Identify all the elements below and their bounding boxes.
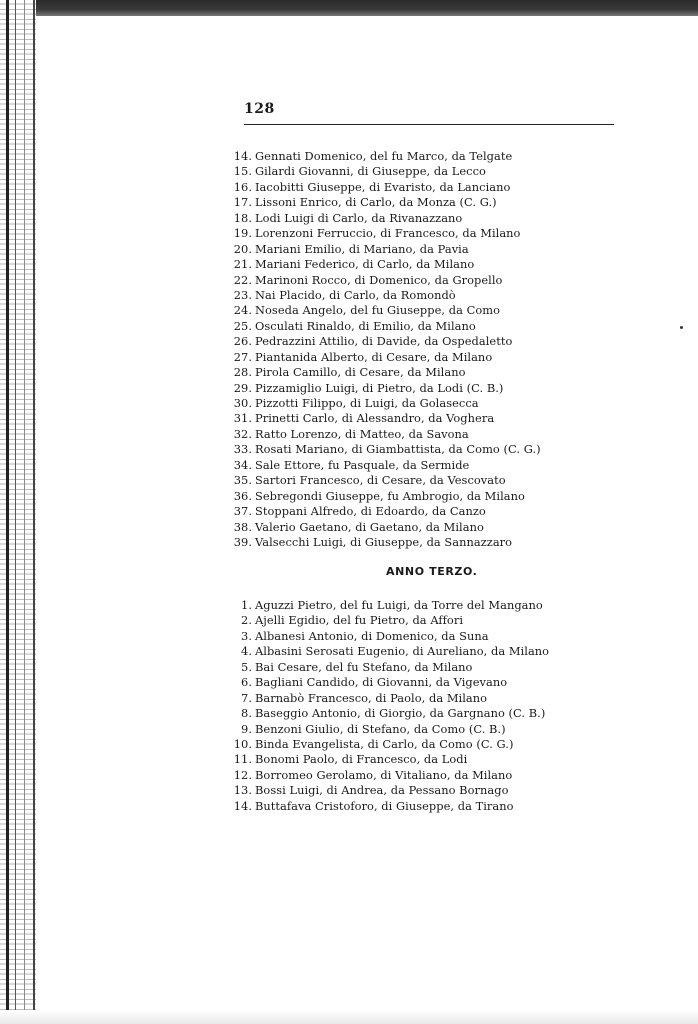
item-number: 25.	[233, 318, 252, 333]
list-item	[216, 598, 596, 613]
item-number: 15.	[233, 164, 252, 179]
item-number: 39.	[233, 534, 252, 549]
item-number: 12.	[233, 767, 252, 782]
list-item	[216, 303, 596, 318]
page-number: 128	[244, 101, 275, 117]
item-text: Valsecchi Luigi, di Giuseppe, da Sannazzaro	[255, 534, 513, 549]
item-number: 36.	[233, 488, 252, 503]
list-item	[216, 691, 596, 706]
item-number: 7.	[241, 690, 252, 705]
item-text: Barnabò Francesco, di Paolo, da Milano	[255, 690, 488, 705]
item-number: 13.	[233, 783, 252, 798]
list-item	[216, 613, 596, 628]
list-item	[216, 273, 596, 288]
list-item	[216, 365, 596, 380]
item-number: 3.	[241, 628, 252, 643]
item-text: Rosati Mariano, di Giambattista, da Como (C. G.)	[255, 442, 541, 457]
list-item	[216, 149, 596, 164]
scan-speck	[680, 326, 683, 329]
item-number: 33.	[233, 442, 252, 457]
list-item	[216, 520, 596, 535]
list-item	[216, 442, 596, 457]
list-item	[216, 752, 596, 767]
item-text: Valerio Gaetano, di Gaetano, da Milano	[255, 519, 484, 534]
list-item	[216, 473, 596, 488]
item-number: 28.	[233, 365, 252, 380]
item-number: 9.	[241, 721, 252, 736]
list-item	[216, 288, 596, 303]
item-text: Ajelli Egidio, del fu Pietro, da Affori	[255, 613, 464, 628]
item-text: Noseda Angelo, del fu Giuseppe, da Como	[255, 303, 501, 318]
list-item	[216, 257, 596, 272]
list-item	[216, 381, 596, 396]
item-text: Pedrazzini Attilio, di Davide, da Ospedaletto	[255, 334, 513, 349]
book-binding	[0, 0, 36, 1024]
item-number: 22.	[233, 272, 252, 287]
item-number: 38.	[233, 519, 252, 534]
item-number: 2.	[241, 613, 252, 628]
item-text: Osculati Rinaldo, di Emilio, da Milano	[255, 318, 476, 333]
item-text: Bagliani Candido, di Giovanni, da Vigevano	[255, 675, 508, 690]
list-item	[216, 427, 596, 442]
item-text: Benzoni Giulio, di Stefano, da Como (C. B.)	[255, 721, 506, 736]
item-number: 35.	[233, 473, 252, 488]
student-list-anno-terzo	[216, 598, 596, 814]
item-number: 21.	[233, 257, 252, 272]
item-text: Gilardi Giovanni, di Giuseppe, da Lecco	[255, 164, 486, 179]
binding-line	[6, 0, 9, 1024]
student-list-previous-year	[216, 149, 596, 550]
list-item	[216, 629, 596, 644]
scan-top-edge	[0, 0, 698, 16]
item-number: 5.	[241, 659, 252, 674]
item-number: 26.	[233, 334, 252, 349]
item-text: Binda Evangelista, di Carlo, da Como (C. G.)	[255, 736, 514, 751]
list-item	[216, 180, 596, 195]
item-number: 31.	[233, 411, 252, 426]
scan-bottom-edge	[0, 1010, 698, 1024]
list-item	[216, 722, 596, 737]
item-number: 6.	[241, 675, 252, 690]
list-item	[216, 411, 596, 426]
list-item	[216, 350, 596, 365]
item-number: 20.	[233, 241, 252, 256]
item-text: Pizzotti Filippo, di Luigi, da Golasecca	[255, 396, 479, 410]
item-number: 8.	[241, 706, 252, 721]
list-item	[216, 164, 596, 179]
item-text: Pizzamiglio Luigi, di Pietro, da Lodi (C. B.)	[255, 380, 504, 395]
binding-line	[15, 0, 16, 1024]
item-text: Stoppani Alfredo, di Edoardo, da Canzo	[255, 504, 486, 519]
list-item	[216, 334, 596, 349]
item-number: 18.	[233, 210, 252, 225]
item-text: Albanesi Antonio, di Domenico, da Suna	[255, 628, 489, 643]
item-number: 11.	[233, 752, 252, 767]
item-text: Lorenzoni Ferruccio, di Francesco, da Milano	[255, 226, 521, 241]
item-text: Sartori Francesco, di Cesare, da Vescovato	[255, 473, 506, 488]
list-item	[216, 489, 596, 504]
item-number: 10.	[233, 736, 252, 751]
item-text: Sale Ettore, fu Pasquale, da Sermide	[255, 457, 470, 472]
item-number: 16.	[233, 179, 252, 194]
list-item	[216, 675, 596, 690]
list-item	[216, 799, 596, 814]
item-text: Lodi Luigi di Carlo, da Rivanazzano	[255, 210, 463, 225]
item-number: 19.	[233, 226, 252, 241]
item-number: 34.	[233, 457, 252, 472]
item-number: 23.	[233, 287, 252, 302]
list-item	[216, 660, 596, 675]
item-number: 17.	[233, 195, 252, 210]
list-item	[216, 226, 596, 241]
item-number: 14.	[233, 149, 252, 163]
list-item	[216, 319, 596, 334]
item-text: Prinetti Carlo, di Alessandro, da Voghera	[255, 411, 495, 426]
item-number: 29.	[233, 380, 252, 395]
item-text: Ratto Lorenzo, di Matteo, da Savona	[255, 426, 469, 441]
list-item	[216, 195, 596, 210]
binding-line	[33, 0, 35, 1024]
item-text: Iacobitti Giuseppe, di Evaristo, da Lanciano	[255, 179, 511, 194]
item-number: 4.	[241, 644, 252, 659]
item-text: Mariani Federico, di Carlo, da Milano	[255, 257, 475, 272]
list-item	[216, 737, 596, 752]
list-item	[216, 706, 596, 721]
item-number: 32.	[233, 426, 252, 441]
list-item	[216, 396, 596, 411]
section-title: ANNO TERZO.	[386, 565, 478, 578]
list-item	[216, 535, 596, 550]
list-item	[216, 644, 596, 659]
item-text: Nai Placido, di Carlo, da Romondò	[255, 287, 456, 302]
item-number: 24.	[233, 303, 252, 318]
item-text: Albasini Serosati Eugenio, di Aureliano, da Milano	[255, 644, 550, 659]
list-item	[216, 211, 596, 226]
list-item	[216, 783, 596, 798]
item-number: 37.	[233, 504, 252, 519]
item-text: Marinoni Rocco, di Domenico, da Gropello	[255, 272, 503, 287]
item-number: 14.	[233, 798, 252, 813]
item-text: Bai Cesare, del fu Stefano, da Milano	[255, 659, 473, 674]
list-item	[216, 768, 596, 783]
item-text: Pirola Camillo, di Cesare, da Milano	[255, 365, 466, 380]
item-text: Baseggio Antonio, di Giorgio, da Gargnano (C. B.)	[255, 706, 546, 721]
item-text: Bonomi Paolo, di Francesco, da Lodi	[255, 752, 468, 767]
item-text: Bossi Luigi, di Andrea, da Pessano Bornago	[255, 783, 509, 798]
item-text: Lissoni Enrico, di Carlo, da Monza (C. G.)	[255, 195, 497, 210]
list-item	[216, 458, 596, 473]
item-text: Aguzzi Pietro, del fu Luigi, da Torre del Mangano	[255, 598, 543, 612]
header-rule	[244, 124, 614, 125]
item-number: 30.	[233, 396, 252, 410]
item-text: Borromeo Gerolamo, di Vitaliano, da Milano	[255, 767, 513, 782]
binding-line	[24, 0, 25, 1024]
list-item	[216, 242, 596, 257]
item-number: 27.	[233, 349, 252, 364]
item-text: Buttafava Cristoforo, di Giuseppe, da Tirano	[255, 798, 514, 813]
item-text: Piantanida Alberto, di Cesare, da Milano	[255, 349, 493, 364]
item-text: Sebregondi Giuseppe, fu Ambrogio, da Milano	[255, 488, 525, 503]
list-item	[216, 504, 596, 519]
item-text: Gennati Domenico, del fu Marco, da Telgate	[255, 149, 513, 163]
item-text: Mariani Emilio, di Mariano, da Pavia	[255, 241, 469, 256]
item-number: 1.	[241, 598, 252, 612]
